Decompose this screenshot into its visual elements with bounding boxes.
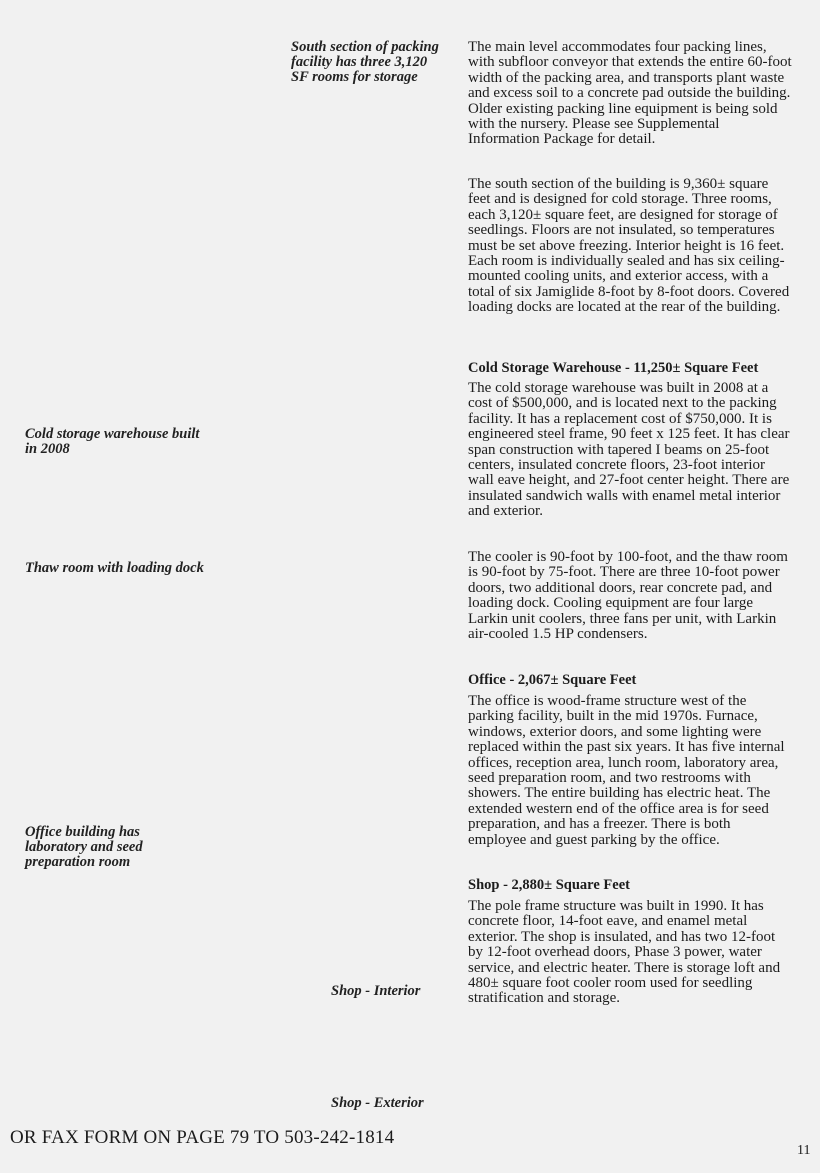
paragraph-cooler-text: The cooler is 90-foot by 100-foot, and the thaw room is 90-foot by 75-foot. There are three 10-foot power doors, two additional doors, rear concrete pad, and loading dock. Cooling equipment are four large Larkin unit coolers, three fans per unit, with Larkin air-cooled 1.5 HP condensers. bbox=[468, 549, 788, 643]
paragraph-cold-storage bbox=[468, 381, 792, 520]
footer-fax-text: OR FAX FORM ON PAGE 79 TO 503-242-1814 bbox=[10, 1127, 395, 1148]
heading-office: Office - 2,067± Square Feet bbox=[468, 672, 637, 688]
caption-cold-storage: Cold storage warehouse built in 2008 bbox=[25, 426, 200, 457]
caption-shop-exterior: Shop - Exterior bbox=[331, 1095, 424, 1111]
paragraph-shop bbox=[468, 899, 792, 1007]
paragraph-south-section-text: The south section of the building is 9,360± square feet and is designed for cold storage. Three rooms, each 3,120± square feet, are designed for storage of seedlings. Floors are not insulated, so temperatures must be set above freezing. Interior height is 16 feet. Each room is individually sealed and has six ceiling-mounted cooling units, and exterior access, with a total of six Jamiglide 8-foot by 8-foot doors. Covered loading docks are located at the rear of the building. bbox=[468, 176, 790, 316]
caption-shop-interior: Shop - Interior bbox=[331, 983, 421, 999]
paragraph-shop-text: The pole frame structure was built in 1990. It has concrete floor, 14-foot eave, and enamel metal exterior. The shop is insulated, and has two 12-foot by 12-foot overhead doors, Phase 3 power, water service, and electric heater. There is storage loft and 480± square foot cooler room used for seedling stratification and storage. bbox=[468, 898, 781, 1007]
heading-cold-storage: Cold Storage Warehouse - 11,250± Square Feet bbox=[468, 360, 759, 376]
paragraph-main-level-text: The main level accommodates four packing lines, with subfloor conveyor that extends the entire 60-foot width of the packing area, and transports plant waste and excess soil to a concrete pad outside the building. Older existing packing line equipment is being sold with the nursery. Please see Supplemental Information Package for detail. bbox=[468, 39, 792, 148]
page-number: 11 bbox=[797, 1143, 811, 1158]
paragraph-cold-storage-text: The cold storage warehouse was built in 2008 at a cost of $500,000, and is located next to the packing facility. It has a replacement cost of $750,000. It is engineered steel frame, 90 feet x 125 feet. It has clear span construction with tapered I beams on 25-foot centers, insulated concrete floors, 23-foot interior wall eave height, and 27-foot center height. There are insulated sandwich walls with enamel metal interior and exterior. bbox=[468, 380, 790, 520]
caption-thaw-room: Thaw room with loading dock bbox=[25, 560, 204, 576]
paragraph-office-text: The office is wood-frame structure west of the parking facility, built in the mid 1970s. Furnace, windows, exterior doors, and some lighting were replaced within the past six years. It has five internal offices, reception area, lunch room, laboratory area, seed preparation room, and two restrooms with showers. The entire building has electric heat. The extended western end of the office area is for seed preparation, and has a freezer. There is both employee and guest parking by the office. bbox=[468, 693, 785, 848]
caption-south-section: South section of packing facility has three 3,120 SF rooms for storage bbox=[291, 39, 439, 85]
paragraph-office bbox=[468, 694, 792, 848]
heading-shop: Shop - 2,880± Square Feet bbox=[468, 877, 630, 893]
caption-office: Office building has laboratory and seed preparation room bbox=[25, 824, 143, 870]
paragraph-main-level bbox=[468, 40, 792, 148]
paragraph-south-section bbox=[468, 177, 792, 316]
paragraph-cooler bbox=[468, 550, 792, 642]
